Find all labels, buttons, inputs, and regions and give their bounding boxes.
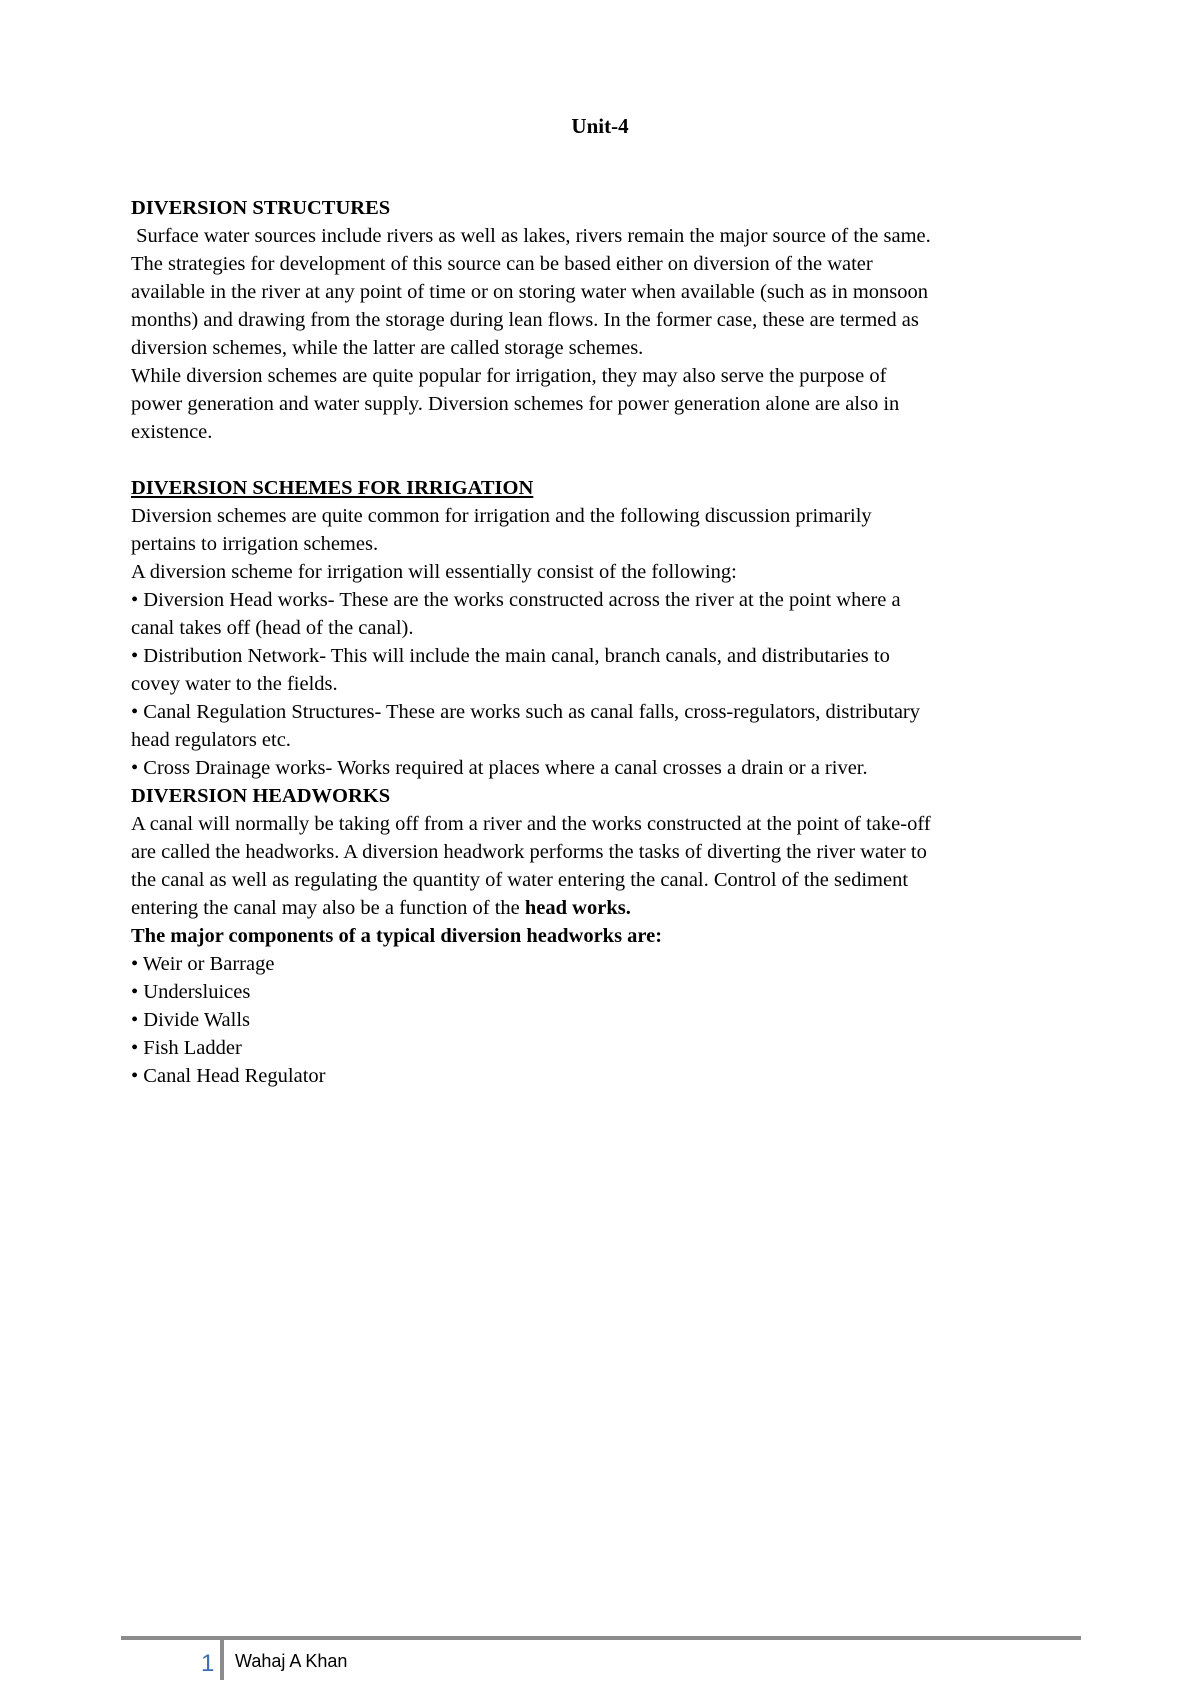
bullet-line: • Diversion Head works- These are the works constructed across the river at the point where a [131, 589, 901, 611]
section-heading-diversion-schemes: DIVERSION SCHEMES FOR IRRIGATION [131, 477, 534, 499]
paragraph-line: months) and drawing from the storage during lean flows. In the former case, these are termed as [131, 309, 919, 331]
paragraph-line: canal takes off (head of the canal). [131, 617, 414, 639]
bullet-line: • Canal Regulation Structures- These are works such as canal falls, cross-regulators, distributary [131, 701, 920, 723]
section-heading-diversion-structures: DIVERSION STRUCTURES [131, 197, 391, 219]
paragraph-line: While diversion schemes are quite popular for irrigation, they may also serve the purpose of [131, 365, 887, 387]
paragraph-line: existence. [131, 421, 213, 443]
components-heading: The major components of a typical diversion headworks are: [131, 925, 663, 947]
paragraph-line: the canal as well as regulating the quantity of water entering the canal. Control of the sediment [131, 869, 909, 891]
component-list-item: • Fish Ladder [131, 1037, 242, 1059]
bullet-line: • Cross Drainage works- Works required at places where a canal crosses a drain or a river. [131, 757, 868, 779]
component-list-item: • Canal Head Regulator [131, 1065, 326, 1087]
bold-text-run: head works [524, 897, 626, 919]
paragraph-line-with-bold [131, 894, 1091, 922]
paragraph-line: covey water to the fields. [131, 673, 338, 695]
paragraph-line: head regulators etc. [131, 729, 291, 751]
component-list-item: • Undersluices [131, 981, 251, 1003]
footer-page-number: 1 [201, 1650, 215, 1677]
paragraph-line: The strategies for development of this source can be based either on diversion of the water [131, 253, 873, 275]
component-list-item: • Divide Walls [131, 1009, 251, 1031]
component-list-item: • Weir or Barrage [131, 953, 275, 975]
footer-rule [121, 1636, 1081, 1640]
section-heading-diversion-headworks: DIVERSION HEADWORKS [131, 785, 391, 807]
paragraph-line: available in the river at any point of time or on storing water when available (such as in monsoon [131, 281, 928, 303]
document-body [131, 194, 1091, 1090]
text-run: entering the canal may also be a function of the [131, 897, 525, 919]
paragraph-line: diversion schemes, while the latter are called storage schemes. [131, 337, 644, 359]
paragraph-line: Surface water sources include rivers as well as lakes, rivers remain the major source of the same. [131, 225, 931, 247]
footer-divider [220, 1640, 224, 1680]
paragraph-line: power generation and water supply. Diversion schemes for power generation alone are also in [131, 393, 900, 415]
paragraph-line: A diversion scheme for irrigation will essentially consist of the following: [131, 561, 737, 583]
footer-author: Wahaj A Khan [235, 1651, 348, 1671]
blank-line [131, 446, 1091, 474]
text-run: . [625, 897, 631, 919]
paragraph-line: are called the headworks. A diversion headwork performs the tasks of diverting the river water to [131, 841, 927, 863]
paragraph-line: Diversion schemes are quite common for irrigation and the following discussion primarily [131, 505, 872, 527]
paragraph-line: A canal will normally be taking off from a river and the works constructed at the point of take-off [131, 813, 931, 835]
page-title: Unit-4 [571, 114, 629, 138]
paragraph-line: pertains to irrigation schemes. [131, 533, 379, 555]
bullet-line: • Distribution Network- This will include the main canal, branch canals, and distributaries to [131, 645, 890, 667]
